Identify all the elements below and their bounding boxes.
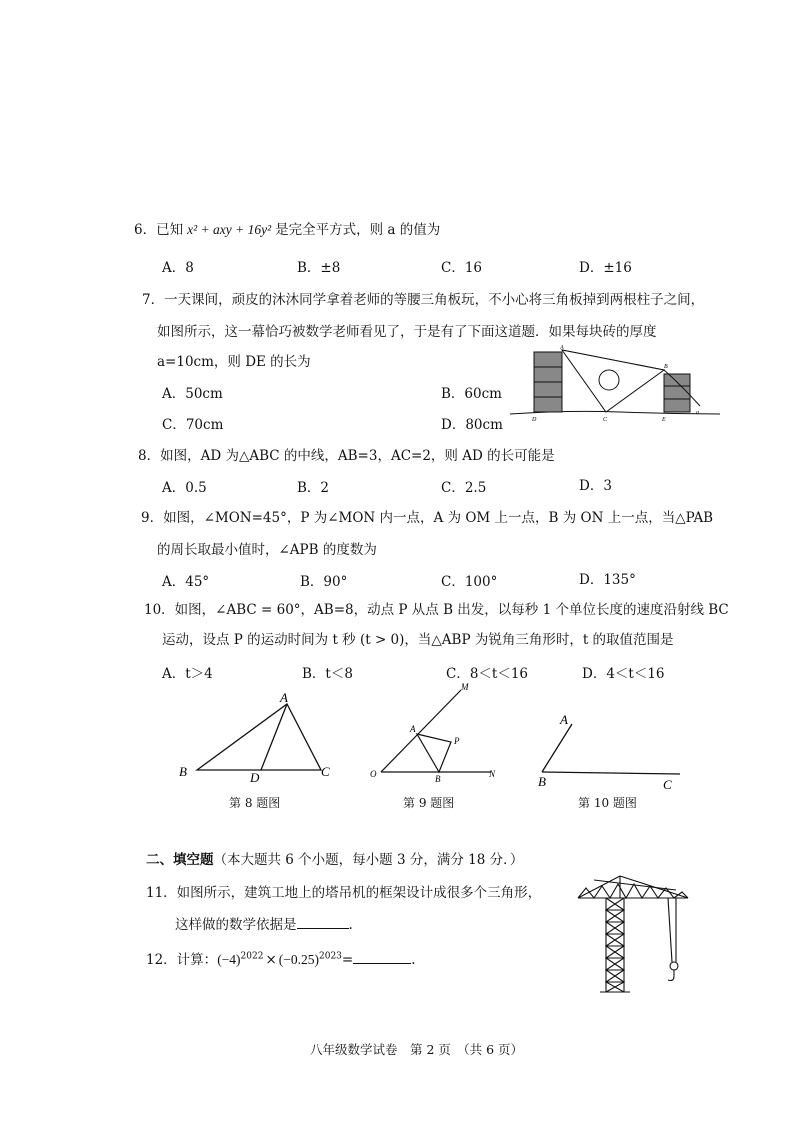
tower-crane-illustration: [572, 872, 694, 998]
q9-option-c: C．100°: [441, 574, 498, 590]
fig8-label-A: A: [280, 690, 288, 705]
triangle-abc: [197, 704, 321, 770]
q7-option-a: A．50cm: [162, 386, 223, 402]
left-brick-column: [534, 352, 562, 412]
q6-prefix: 已知: [156, 222, 184, 238]
triangle-pab: [417, 734, 451, 772]
fig9-label-N: N: [489, 769, 496, 779]
q12-number: 12．计算：: [146, 952, 218, 968]
q11-period: .: [348, 917, 353, 933]
q10-option-a: A．t＞4: [162, 666, 213, 682]
q11-prompt: 这样做的数学依据是: [175, 917, 297, 933]
q11-answer-blank[interactable]: [297, 916, 349, 929]
segment-ba: [542, 724, 572, 772]
fig9-label-B: B: [435, 774, 441, 784]
q7-label-E: E: [662, 417, 666, 423]
fig9-caption: 第 9 题图: [403, 796, 455, 810]
q7-option-b: B．60cm: [441, 386, 502, 402]
fig9-label-M: M: [461, 682, 469, 692]
fig10-label-C: C: [663, 777, 672, 792]
q7-label-A: A: [560, 345, 564, 351]
q9-option-b: B．90°: [300, 574, 348, 590]
q7-label-a: a: [696, 410, 699, 416]
q10-option-b: B．t＜8: [302, 666, 353, 682]
q6-option-a: A．8: [162, 260, 194, 276]
q9-line2: 的周长取最小值时，∠APB 的度数为: [157, 542, 377, 558]
q12-times: ×: [265, 952, 277, 968]
q10-option-c: C．8＜t＜16: [446, 666, 529, 682]
q7-label-B: B: [664, 364, 668, 370]
q7-line1: 7．一天课间，顽皮的沐沐同学拿着老师的等腰三角板玩，不小心将三角板掉到两根柱子之间，: [142, 292, 705, 308]
q6-option-b: B．±8: [297, 260, 341, 276]
fig10: [530, 706, 690, 792]
fig10-label-B: B: [538, 774, 546, 789]
q10-option-d: D．4＜t＜16: [582, 666, 665, 682]
q11-line2: [175, 913, 353, 933]
q9-line1: 9．如图，∠MON=45°，P 为∠MON 内一点，A 为 OM 上一点，B 为 ON 上一点，当△PAB: [141, 510, 714, 526]
fig10-label-A: A: [560, 712, 568, 727]
q7-option-c: C．70cm: [162, 417, 224, 433]
section2-heading: [146, 848, 523, 868]
q9-option-a: A．45°: [162, 574, 210, 590]
fig9-label-O: O: [370, 769, 377, 779]
q8-stem: 8．如图，AD 为△ABC 的中线，AB=3，AC=2，则 AD 的长可能是: [138, 448, 555, 464]
fig8: [175, 688, 345, 784]
page-footer: 八年级数学试卷 第 2 页 （共 6 页）: [310, 1042, 524, 1057]
q8-option-b: B．2: [297, 480, 330, 496]
q7-line2: 如图所示，这一幕恰巧被数学老师看见了，于是有了下面这道题．如果每块砖的厚度: [157, 324, 657, 340]
fig9-label-A: A: [410, 724, 416, 734]
q12-equals: =: [341, 952, 354, 968]
q6-expression: x² + axy + 16y²: [187, 222, 272, 237]
fig8-label-C: C: [321, 764, 330, 779]
fig8-caption: 第 8 题图: [229, 796, 281, 810]
q12-base2: (−0.25): [278, 952, 319, 967]
q6-stem: [134, 218, 440, 238]
q6-option-d: D．±16: [579, 260, 632, 276]
fig9-label-P: P: [454, 736, 460, 746]
q11-line1: 11．如图所示，建筑工地上的塔吊机的框架设计成很多个三角形，: [146, 885, 542, 901]
fig8-label-B: B: [179, 764, 187, 779]
q10-line1: 10．如图，∠ABC = 60°，AB=8，动点 P 从点 B 出发，以每秒 1 个单位长度的速度沿射线 BC: [144, 602, 729, 618]
ray-bc: [542, 772, 680, 774]
ray-om: [381, 690, 461, 772]
q6-suffix: 是完全平方式，则 a 的值为: [275, 222, 441, 238]
q7-line3: a=10cm，则 DE 的长为: [157, 354, 311, 370]
q7-option-d: D．80cm: [441, 417, 503, 433]
section2-note: （本大题共 6 个小题，每小题 3 分，满分 18 分．）: [213, 852, 524, 868]
q8-option-d: D．3: [579, 478, 612, 494]
q8-option-c: C．2.5: [441, 480, 487, 496]
q6-option-c: C．16: [441, 260, 483, 276]
q12-period: .: [411, 952, 416, 968]
q12-exponent1: 2022: [240, 951, 264, 962]
q8-option-a: A．0.5: [162, 480, 207, 496]
q7-label-D: D: [532, 417, 537, 423]
q6-number: 6．: [134, 222, 157, 238]
q7-figure: [510, 344, 720, 426]
section2-title: 二、填空题: [146, 852, 214, 868]
fig8-label-D: D: [250, 770, 260, 784]
triangle-hole: [599, 370, 619, 390]
right-brick-column: [664, 374, 690, 412]
q12-exponent2: 2023: [319, 951, 342, 962]
q7-label-C: C: [603, 417, 608, 423]
q12-stem: [146, 948, 416, 968]
fig10-caption: 第 10 题图: [578, 796, 637, 810]
q12-base1: (−4): [217, 952, 241, 967]
q9-option-d: D．135°: [579, 572, 636, 588]
q12-answer-blank[interactable]: [353, 951, 411, 964]
q10-line2: 运动，设点 P 的运动时间为 t 秒 (t > 0)，当△ABP 为锐角三角形时，t 的取值范围是: [162, 632, 674, 648]
fig9: [365, 680, 505, 784]
